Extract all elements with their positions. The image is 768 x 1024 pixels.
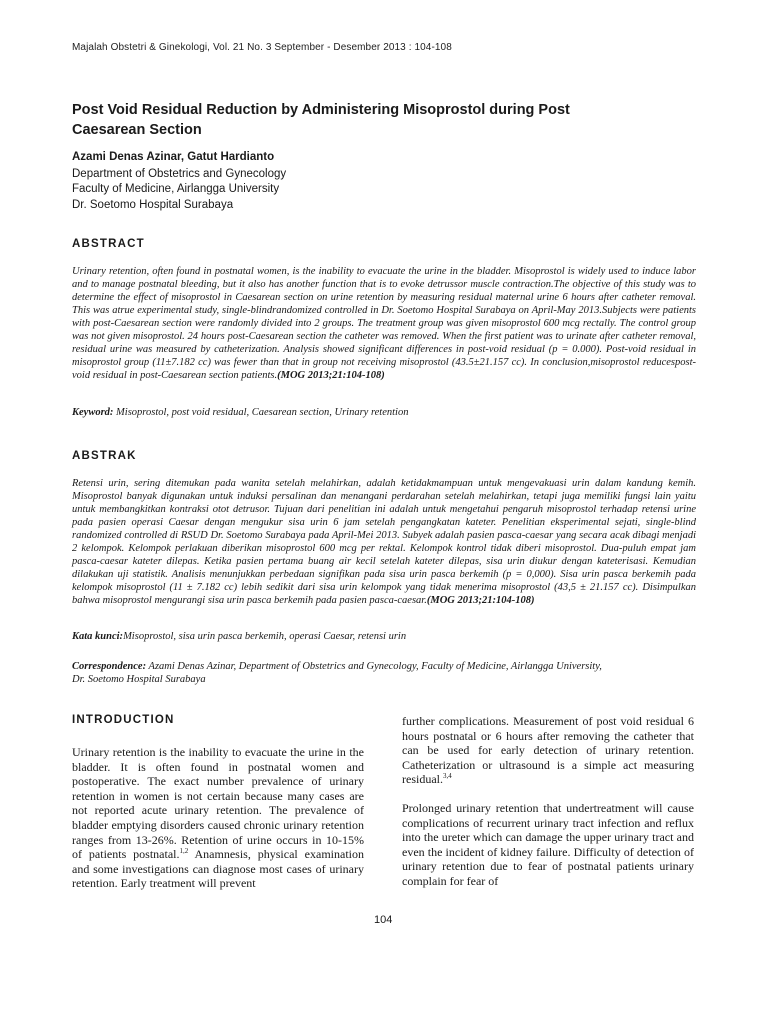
intro-p1-text-cont: Anamnesis, physical examination and some investigations can diagnose most cases of urinary retention. Early treatment will prevent bbox=[72, 847, 364, 891]
abstract-heading: ABSTRACT bbox=[72, 238, 145, 250]
keyword-list: Misoprostol, post void residual, Caesarean section, Urinary retention bbox=[113, 407, 409, 418]
abstrak-body: Retensi urin, sering ditemukan pada wanita setelah melahirkan, adalah ketidakmampuan untuk mengevakuasi urin dalam kandung kemih. Misoprostol banyak digunakan untuk induksi persalinan dan menangani perdarahan setelah melahirkan, tetapi juga memiliki fungsi lain yaitu untuk membangkitkan kontraksi otot detrusor. Tujuan dari penelitian ini adalah untuk mengetahui pengaruh misoprostol terhadap retensi urine pada pasien operasi Caesar dengan mengukur sisa urin 6 jam setelah pengangkatan kateter. Penelitian eksperimental sejati, single-blind randomized controlled di RSUD Dr. Soetomo Surabaya pada April-Mei 2013. Subyek adalah pasien pasca-caesar yang secara acak dibagi menjadi 2 kelompok. Kelompok perlakuan diberikan misoprostol 600 mcg per rektal. Kelompok kontrol tidak diberi misoprostol. Dua-puluh empat jam pasca-caesar kateter dilepas. Ketika pasien pertama buang air kecil setelah kateter dilepas, sisa urin diukur dengan kateterisasi. Kemudian dilakukan uji statistik. Analisis menunjukkan perbedaan signifikan pada sisa urin pasca berkemih (p = 0,000). Sisa urin pasca berkemih pada kelompok misoprostol (11 ± 7.182 cc) lebih sedikit dari sisa urin kelompok yang tidak menerima misoprostol (43,5 ± 21.157 cc). Disimpulkan bahwa misoprostol mengurangi sisa urin pasca berkemih pada pasien pasca-caesar. bbox=[72, 478, 696, 606]
affiliation-hospital: Dr. Soetomo Hospital Surabaya bbox=[72, 198, 234, 211]
abstrak-citation: (MOG 2013;21:104-108) bbox=[426, 595, 535, 606]
correspondence-text: Azami Denas Azinar, Department of Obstetrics and Gynecology, Faculty of Medicine, Airlangga University, bbox=[146, 661, 602, 672]
correspondence-text-line2: Dr. Soetomo Hospital Surabaya bbox=[72, 674, 206, 685]
citation-ref: 1,2 bbox=[179, 847, 189, 856]
abstrak-heading: ABSTRAK bbox=[72, 450, 137, 462]
kata-kunci-list: Misoprostol, sisa urin pasca berkemih, operasi Caesar, retensi urin bbox=[123, 631, 407, 642]
intro-paragraph-1 bbox=[72, 745, 364, 891]
abstract-body: Urinary retention, often found in postnatal women, is the inability to evacuate the urine in the bladder. Misoprostol is widely used to induce labor and to manage postnatal bleeding, but it also has another function that is to evoke detrussor muscle contraction.The objective of this study was to determine the effect of misoprostol in Caesarean section on urine retention by measuring residual maternal urine 6 hours after catheter removal. This was atrue experimental study, single-blindrandomized controlled in Dr. Soetomo Hospital Surabaya on April-May 2013.Subjects were patients with post-Caesarean section were randomly divided into 2 groups. The treatment group was given misoprostol 600 mcg rectally. The control group was not given misoprostol. 24 hours post-Caesarean section the catheter was removed. When the first patient was to urinate after catheter removal, residual urine was measured by catheterization. Analysis showed significant differences in post-void residual (p = 0.000). Post-void residual in misoprostol group (11±7.182 cc) was fewer than that in group not receiving misoprostol (43.5±21.157 cc). In conclusion,misoprostol reducespost-void residual in post-Caesarean section patients. bbox=[72, 266, 696, 381]
paper-title: Post Void Residual Reduction by Administering Misoprostol during Post Caesarean Section bbox=[72, 102, 570, 138]
kata-kunci-label: Kata kunci: bbox=[72, 631, 124, 642]
affiliation-department: Department of Obstetrics and Gynecology bbox=[72, 167, 287, 180]
abstract-keywords bbox=[72, 406, 696, 419]
intro-left-column bbox=[72, 745, 364, 905]
correspondence bbox=[72, 660, 696, 686]
author-names: Azami Denas Azinar, Gatut Hardianto bbox=[72, 151, 275, 163]
affiliation-faculty: Faculty of Medicine, Airlangga University bbox=[72, 183, 280, 195]
intro-right-column bbox=[402, 714, 694, 903]
journal-header: Majalah Obstetri & Ginekologi, Vol. 21 No. 3 September - Desember 2013 : 104-108 bbox=[72, 42, 452, 53]
page-number: 104 bbox=[374, 914, 393, 926]
intro-paragraph-2 bbox=[402, 714, 694, 787]
correspondence-label: Correspondence: bbox=[72, 661, 147, 672]
abstrak-text bbox=[72, 477, 696, 607]
citation-ref: 3,4 bbox=[443, 772, 452, 781]
introduction-heading: INTRODUCTION bbox=[72, 714, 175, 726]
intro-p2-text: further complications. Measurement of post void residual 6 hours postnatal or 6 hours after removing the catheter that can be used for early detection of urinary retention. Catheterization or ultrasound is a simple act measuring residual. bbox=[402, 714, 694, 787]
author-block bbox=[72, 150, 286, 213]
intro-p1-text: Urinary retention is the inability to evacuate the urine in the bladder. It is often found in postnatal women and postoperative. The exact number prevalence of urinary retention in women is not certain because many cases are not reported acute urinary retention. The prevalence of bladder emptying disorders caused chronic urinary retention ranges from 13-26%. Retention of urine occurs in 10-15% of patients postnatal. bbox=[72, 745, 364, 862]
abstrak-keywords bbox=[72, 630, 696, 643]
abstract-text bbox=[72, 265, 696, 382]
intro-paragraph-3: Prolonged urinary retention that undertreatment will cause complications of recurrent urinary tract infection and reflux into the ureter which can damage the upper urinary tract and even the incident of kidney failure. Difficulty of detection of urinary retention due to fear of postnatal patients urinary complain for fear of bbox=[402, 800, 694, 888]
keyword-label: Keyword: bbox=[72, 407, 114, 418]
abstract-citation: (MOG 2013;21:104-108) bbox=[277, 370, 385, 381]
